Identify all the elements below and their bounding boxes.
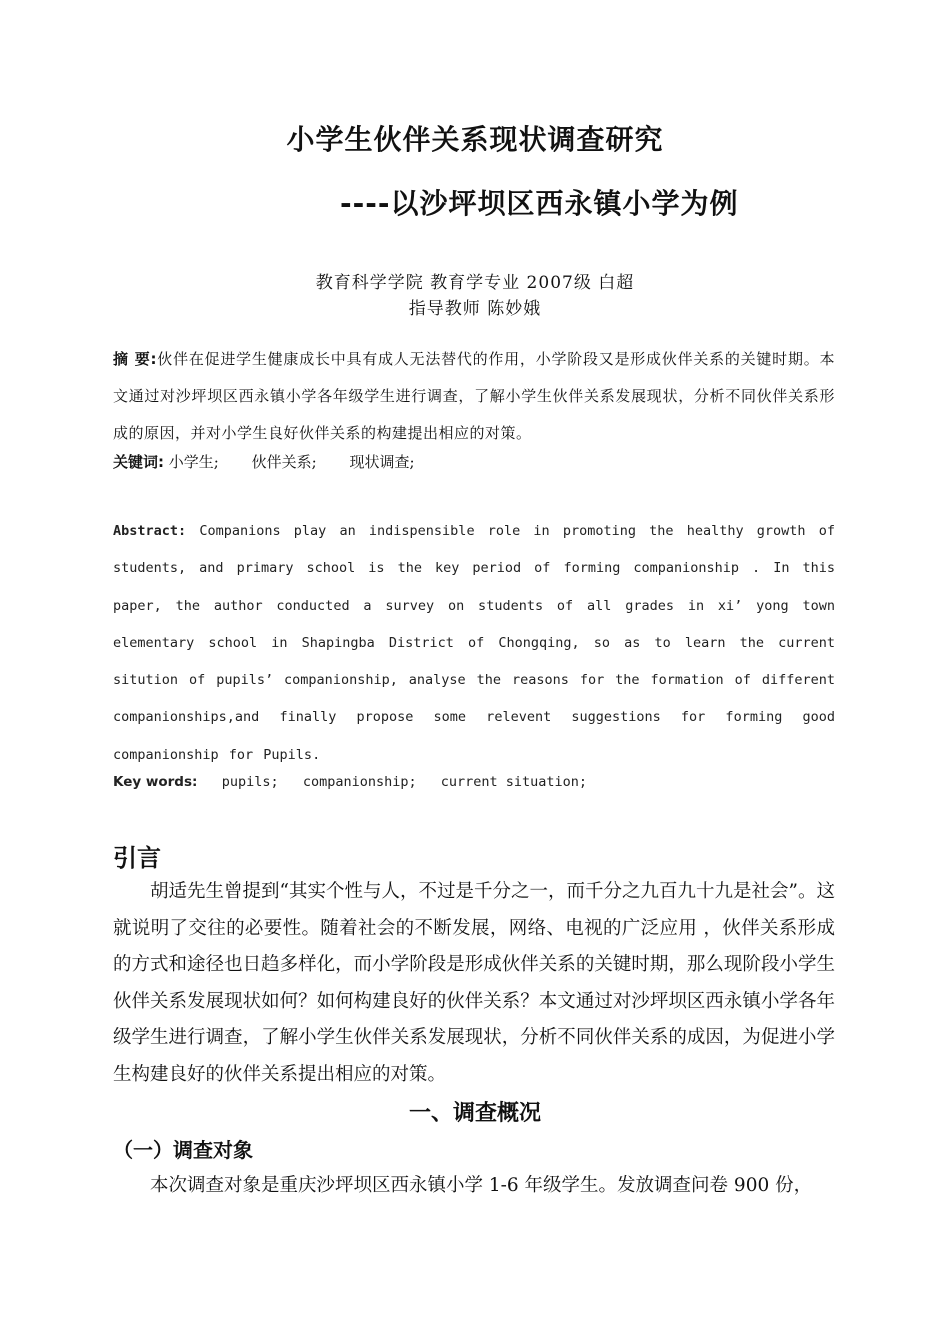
chinese-keyword: 伙伴关系; (251, 453, 317, 471)
english-keyword: pupils; (221, 774, 279, 790)
english-abstract (113, 513, 835, 774)
chinese-keyword: 现状调查; (349, 453, 415, 471)
english-keyword: current situation; (440, 774, 588, 790)
chinese-keyword: 小学生; (168, 453, 219, 471)
advisor-line: 指导教师 陈妙娥 (408, 299, 542, 319)
author-line: 教育科学学院 教育学专业 2007级 白超 (315, 273, 635, 293)
intro-heading: 引言 (113, 844, 161, 872)
chinese-abstract (113, 341, 835, 452)
paper-title: 小学生伙伴关系现状调查研究 (286, 123, 664, 156)
section-heading: 一、调查概况 (408, 1101, 541, 1126)
subsection-heading: （一）调查对象 (113, 1138, 253, 1162)
chinese-abstract-text: 伙伴在促进学生健康成长中具有成人无法替代的作用，小学阶段又是形成伙伴关系的关键时期。本文通过对沙坪坝区西永镇小学各年级学生进行调查，了解小学生伙伴关系发展现状，分析不同伙伴关系形成的原因，并对小学生良好伙伴关系的构建提出相应的对策。 (113, 350, 835, 442)
body-paragraph: 本次调查对象是重庆沙坪坝区西永镇小学 1-6 年级学生。发放调查问卷 900 份， (150, 1175, 813, 1196)
english-abstract-text: Companions play an indispensible role in promoting the healthy growth of students, and primary school is the key period of forming companionship . In this paper, the author conducted a survey on students of all grades in xi’ yong town elementary school in Shapingba District of Chongqing, so as to learn the current sitution of pupils’ companionship, analyse the reasons for the formation of different companionships,and finally propose some relevent suggestions for forming good companionship for Pupils. (113, 523, 835, 763)
english-abstract-label: Abstract: (113, 523, 187, 539)
chinese-keywords-label: 关键词: (113, 453, 164, 471)
english-keywords (113, 774, 603, 790)
english-keywords-label: Key words: (113, 774, 198, 790)
chinese-keywords (113, 451, 443, 472)
chinese-abstract-label: 摘 要: (113, 350, 158, 368)
english-keyword: companionship; (302, 774, 417, 790)
paper-subtitle: ----以沙坪坝区西永镇小学为例 (340, 187, 739, 220)
intro-paragraph: 胡适先生曾提到“其实个性与人，不过是千分之一，而千分之九百九十九是社会”。这就说明了交往的必要性。随着社会的不断发展，网络、电视的广泛应用 ，伙伴关系形成的方式和途径也日趋多样化，而小学阶段是形成伙伴关系的关键时期，那么现阶段小学生伙伴关系发展现状如何？如何构建良好的伙伴关系？本文通过对沙坪坝区西永镇小学各年级学生进行调查，了解小学生伙伴关系发展现状，分析不同伙伴关系的成因，为促进小学生构建良好的伙伴关系提出相应的对策。 (113, 881, 835, 1085)
